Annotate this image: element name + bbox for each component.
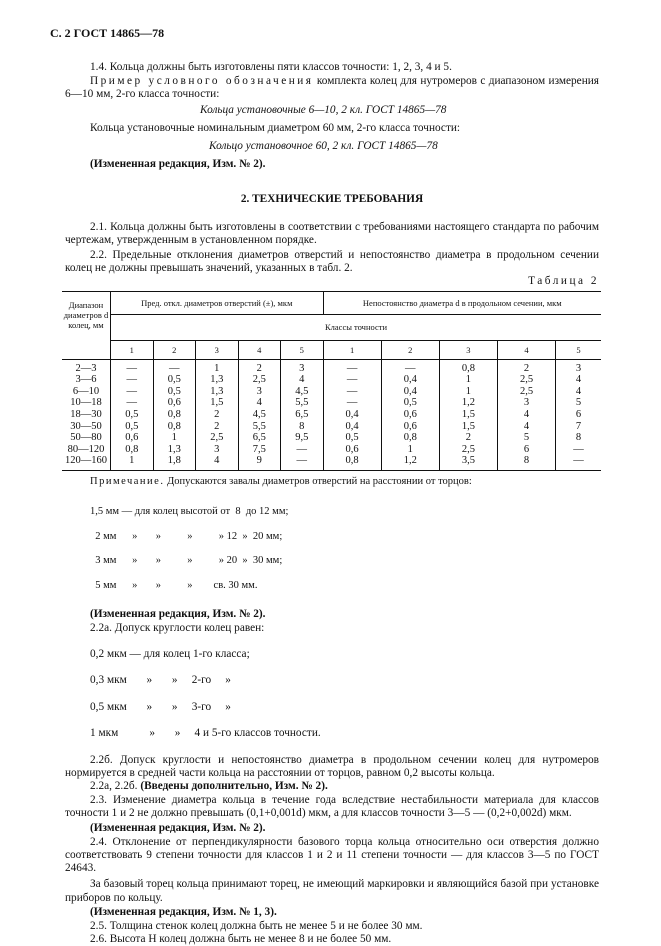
paragraph-2-2a: 2.2а. Допуск круглости колец равен: bbox=[90, 621, 265, 634]
roundness-line: 1 мкм » » 4 и 5-го классов точности. bbox=[90, 727, 321, 740]
value-cell: 1 bbox=[153, 432, 196, 444]
value-cell: 1,5 bbox=[439, 409, 497, 421]
paragraph-base: За базовый торец кольца принимают торец, не имеющий маркировки и являющийся базой при установке приборов по кольцу. bbox=[65, 878, 599, 904]
section-title: 2. ТЕХНИЧЕСКИЕ ТРЕБОВАНИЯ bbox=[240, 193, 424, 206]
table-row bbox=[62, 397, 601, 409]
revision-note: (Измененная редакция, Изм. № 2). bbox=[90, 158, 266, 171]
paragraph-2-3: 2.3. Изменение диаметра кольца в течение года вследствие нестабильности материала для классов точности 1 и 2 не должно превышать (0,1+0,001d) мкм, а для классов точности 3—5 — (0,2+0,002d) мкм. bbox=[65, 794, 599, 820]
table-row bbox=[62, 409, 601, 421]
range-cell: 10—18 bbox=[70, 397, 102, 409]
page-header: С. 2 ГОСТ 14865—78 bbox=[50, 26, 165, 40]
value-cell: 9,5 bbox=[281, 432, 324, 444]
value-cell: 1 bbox=[439, 374, 497, 386]
group-header-deviation: Пред. откл. диаметров отверстий (±), мкм bbox=[111, 291, 324, 314]
value-cell: 2,5 bbox=[497, 386, 555, 398]
value-cell: 2,5 bbox=[439, 444, 497, 456]
class-header: 2 bbox=[153, 340, 196, 359]
p22ab-prefix: 2.2а, 2.2б. bbox=[90, 780, 141, 793]
value-cell: 0,5 bbox=[153, 374, 196, 386]
value-cell: 3 bbox=[196, 444, 239, 456]
value-cell: 0,6 bbox=[381, 409, 439, 421]
value-cell: 0,8 bbox=[323, 455, 381, 470]
value-cell: 1 bbox=[439, 386, 497, 398]
value-cell: — bbox=[323, 386, 381, 398]
p22ab-note: (Введены дополнительно, Изм. № 2). bbox=[140, 780, 328, 793]
value-cell: 0,5 bbox=[111, 421, 154, 433]
class-header: 3 bbox=[439, 340, 497, 359]
value-cell: 1 bbox=[381, 444, 439, 456]
classes-header: Классы точности bbox=[111, 314, 602, 340]
range-cell: 50—80 bbox=[70, 432, 102, 444]
paragraph-2-4: 2.4. Отклонение от перпендикулярности базового торца кольца относительно оси отверстия должно соответствовать 9 степени точности для классов 1 и 2 и 11 степени точности — для классов 3—5 по ГОСТ 24643. bbox=[65, 835, 599, 875]
value-cell: 4 bbox=[238, 397, 281, 409]
value-cell: 4 bbox=[497, 409, 555, 421]
value-cell: 3,5 bbox=[439, 455, 497, 470]
value-cell: 0,8 bbox=[153, 409, 196, 421]
value-cell: 0,8 bbox=[111, 444, 154, 456]
class-header: 1 bbox=[111, 340, 154, 359]
value-cell: 2 bbox=[196, 409, 239, 421]
value-cell: 1,2 bbox=[381, 455, 439, 470]
value-cell: 3 bbox=[556, 359, 601, 374]
class-header: 4 bbox=[497, 340, 555, 359]
paragraph-2-6: 2.6. Высота H колец должна быть не менее 8 и не более 50 мм. bbox=[90, 933, 392, 946]
paragraph-2-1: 2.1. Кольца должны быть изготовлены в соответствии с требованиями настоящего стандарта по рабочим чертежам, утвержденным в установленном порядке. bbox=[65, 220, 599, 246]
value-cell: 7,5 bbox=[238, 444, 281, 456]
value-cell: 4 bbox=[196, 455, 239, 470]
class-header: 2 bbox=[381, 340, 439, 359]
value-cell: — bbox=[381, 359, 439, 374]
value-cell: 6 bbox=[497, 444, 555, 456]
note-text: Допускаются завалы диаметров отверстий на расстоянии от торцов: bbox=[164, 475, 472, 487]
value-cell: 0,4 bbox=[323, 409, 381, 421]
value-cell: — bbox=[111, 359, 154, 374]
value-cell: — bbox=[323, 397, 381, 409]
value-cell: 1,3 bbox=[153, 444, 196, 456]
value-cell: 1,5 bbox=[439, 421, 497, 433]
table-row bbox=[62, 455, 601, 470]
table-note bbox=[65, 475, 599, 488]
value-cell: 6,5 bbox=[238, 432, 281, 444]
value-cell: 1,3 bbox=[196, 386, 239, 398]
example-text: комплекта колец для нутромеров с диапазоном измерения 6—10 мм, 2-го класса точности: bbox=[65, 75, 599, 101]
note-line: 3 мм » » » » 20 » 30 мм; bbox=[90, 555, 283, 567]
value-cell: 2,5 bbox=[196, 432, 239, 444]
note-line: 5 мм » » » св. 30 мм. bbox=[90, 579, 258, 591]
designation-example-2: Кольцо установочное 60, 2 кл. ГОСТ 14865—78 bbox=[209, 140, 438, 153]
value-cell: 1,8 bbox=[153, 455, 196, 470]
value-cell: 5,5 bbox=[238, 421, 281, 433]
value-cell: 0,5 bbox=[111, 409, 154, 421]
table-row bbox=[62, 444, 601, 456]
value-cell: 0,4 bbox=[323, 421, 381, 433]
range-cell: 6—10 bbox=[72, 385, 100, 397]
value-cell: 8 bbox=[556, 432, 601, 444]
table-label: Таблица 2 bbox=[528, 275, 599, 288]
value-cell: 5,5 bbox=[281, 397, 324, 409]
value-cell: 4 bbox=[281, 374, 324, 386]
value-cell: 0,6 bbox=[381, 421, 439, 433]
value-cell: 0,6 bbox=[111, 432, 154, 444]
value-cell: 4 bbox=[556, 386, 601, 398]
value-cell: 2 bbox=[196, 421, 239, 433]
value-cell: 0,8 bbox=[381, 432, 439, 444]
value-cell: — bbox=[111, 397, 154, 409]
table-row bbox=[62, 386, 601, 398]
value-cell: 1 bbox=[196, 359, 239, 374]
roundness-line: 0,3 мкм » » 2-го » bbox=[90, 674, 231, 687]
range-cell: 30—50 bbox=[70, 420, 102, 432]
value-cell: 2,5 bbox=[238, 374, 281, 386]
value-cell: — bbox=[153, 359, 196, 374]
revision-note-1-3: (Измененная редакция, Изм. № 1, 3). bbox=[90, 905, 277, 918]
note-line: 1,5 мм — для колец высотой от 8 до 12 мм; bbox=[90, 506, 289, 518]
value-cell: 0,4 bbox=[381, 374, 439, 386]
note-list bbox=[65, 493, 599, 604]
value-cell: 0,5 bbox=[323, 432, 381, 444]
class-header: 3 bbox=[196, 340, 239, 359]
value-cell: — bbox=[323, 374, 381, 386]
value-cell: 3 bbox=[497, 397, 555, 409]
value-cell: 2 bbox=[497, 359, 555, 374]
revision-note: (Измененная редакция, Изм. № 2). bbox=[90, 821, 266, 834]
example-label: Пример условного обозначения bbox=[90, 75, 314, 88]
class-header: 1 bbox=[323, 340, 381, 359]
value-cell: 6,5 bbox=[281, 409, 324, 421]
value-cell: 3 bbox=[281, 359, 324, 374]
class-header: 5 bbox=[281, 340, 324, 359]
value-cell: 6 bbox=[556, 409, 601, 421]
value-cell: 8 bbox=[497, 455, 555, 470]
paragraph-2-2: 2.2. Предельные отклонения диаметров отверстий и непостоянство диаметра в продольном сечении колец не должны превышать значений, указанных в табл. 2. bbox=[65, 249, 599, 275]
value-cell: 1 bbox=[111, 455, 154, 470]
note-label: Примечание. bbox=[90, 475, 165, 487]
table-row bbox=[62, 421, 601, 433]
value-cell: 5 bbox=[497, 432, 555, 444]
value-cell: 7 bbox=[556, 421, 601, 433]
value-cell: — bbox=[281, 455, 324, 470]
value-cell: 0,4 bbox=[381, 386, 439, 398]
value-cell: — bbox=[111, 374, 154, 386]
range-cell: 80—120 bbox=[67, 443, 105, 455]
paragraph-nominal: Кольца установочные номинальным диаметром 60 мм, 2-го класса точности: bbox=[90, 121, 461, 134]
table-row bbox=[62, 374, 601, 386]
range-cell: 3—6 bbox=[75, 374, 97, 386]
value-cell: 0,5 bbox=[153, 386, 196, 398]
value-cell: 0,8 bbox=[153, 421, 196, 433]
value-cell: 0,5 bbox=[381, 397, 439, 409]
class-header: 4 bbox=[238, 340, 281, 359]
value-cell: — bbox=[556, 444, 601, 456]
value-cell: 0,6 bbox=[153, 397, 196, 409]
paragraph-1-4: 1.4. Кольца должны быть изготовлены пяти классов точности: 1, 2, 3, 4 и 5. bbox=[90, 61, 452, 73]
designation-example-1: Кольца установочные 6—10, 2 кл. ГОСТ 14865—78 bbox=[200, 103, 447, 116]
value-cell: 4 bbox=[497, 421, 555, 433]
roundness-line: 0,5 мкм » » 3-го » bbox=[90, 700, 231, 713]
table-row bbox=[62, 359, 601, 374]
col-range-header: Диапазон диаметров d колец, мм bbox=[62, 291, 111, 359]
paragraph-example bbox=[65, 75, 599, 101]
roundness-list bbox=[65, 635, 599, 754]
value-cell: — bbox=[556, 455, 601, 470]
value-cell: — bbox=[111, 386, 154, 398]
value-cell: 0,6 bbox=[323, 444, 381, 456]
value-cell: 2 bbox=[238, 359, 281, 374]
value-cell: 1,3 bbox=[196, 374, 239, 386]
value-cell: 8 bbox=[281, 421, 324, 433]
value-cell: 1,2 bbox=[439, 397, 497, 409]
value-cell: 4,5 bbox=[238, 409, 281, 421]
revision-note: (Измененная редакция, Изм. № 2). bbox=[90, 608, 266, 621]
range-cell: 18—30 bbox=[70, 409, 102, 421]
value-cell: — bbox=[281, 444, 324, 456]
value-cell: 5 bbox=[556, 397, 601, 409]
paragraph-2-2ab bbox=[65, 780, 599, 793]
value-cell: 2 bbox=[439, 432, 497, 444]
value-cell: 2,5 bbox=[497, 374, 555, 386]
value-cell: — bbox=[323, 359, 381, 374]
value-cell: 1,5 bbox=[196, 397, 239, 409]
table-2 bbox=[62, 291, 601, 471]
class-header: 5 bbox=[556, 340, 601, 359]
value-cell: 0,8 bbox=[439, 359, 497, 374]
range-cell: 120—160 bbox=[65, 455, 107, 467]
value-cell: 4,5 bbox=[281, 386, 324, 398]
roundness-line: 0,2 мкм — для колец 1-го класса; bbox=[90, 648, 250, 660]
paragraph-2-2b: 2.2б. Допуск круглости и непостоянство диаметра в продольном сечении колец для нутромеров нормируется в средней части кольца на расстоянии от торцов, равном 0,2 высоты кольца. bbox=[65, 753, 599, 779]
value-cell: 4 bbox=[556, 374, 601, 386]
value-cell: 3 bbox=[238, 386, 281, 398]
note-line: 2 мм » » » » 12 » 20 мм; bbox=[90, 530, 283, 542]
range-cell: 2—3 bbox=[75, 362, 97, 374]
group-header-nonconstancy: Непостоянство диаметра d в продольном сечении, мкм bbox=[323, 291, 601, 314]
table-row bbox=[62, 432, 601, 444]
value-cell: 9 bbox=[238, 455, 281, 470]
document-body bbox=[65, 61, 599, 946]
paragraph-2-5: 2.5. Толщина стенок колец должна быть не менее 5 и не более 30 мм. bbox=[90, 920, 423, 933]
